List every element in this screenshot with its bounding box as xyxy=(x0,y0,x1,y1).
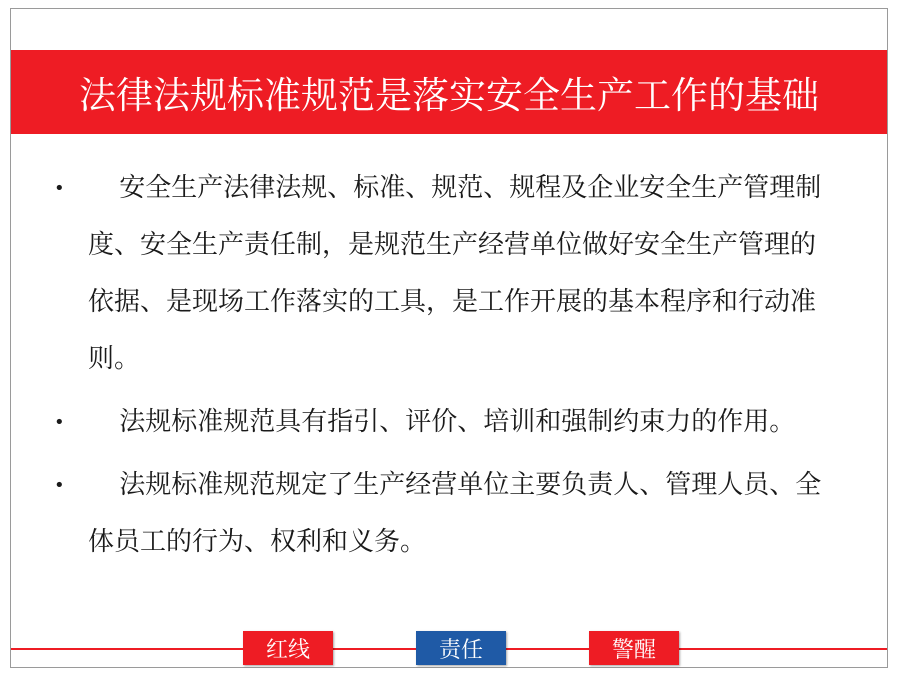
bullet-text: 法规标准规范规定了生产经营单位主要负责人、管理人员、全体员工的行为、权利和义务。 xyxy=(88,470,822,557)
bullet-text: 安全生产法律法规、标准、规范、规程及企业安全生产管理制度、安全生产责任制，是规范生产经营单位做好安全生产管理的依据、是现场工作落实的工具，是工作开展的基本程序和行动准则。 xyxy=(88,173,822,374)
bullet-list xyxy=(40,160,840,571)
bullet-dot-icon: • xyxy=(54,475,65,496)
title-bar xyxy=(11,50,887,134)
bullet-dot-icon: • xyxy=(54,178,65,199)
bullet-dot-icon: • xyxy=(54,412,65,433)
bullet-item xyxy=(40,160,840,388)
bullet-text: 法规标准规范具有指引、评价、培训和强制约束力的作用。 xyxy=(119,407,796,437)
bullet-item xyxy=(40,394,840,451)
footer-tag-responsibility: 责任 xyxy=(416,631,506,665)
slide-title: 法律法规标准规范是落实安全生产工作的基础 xyxy=(79,74,819,117)
bullet-item xyxy=(40,457,840,571)
footer-tag-alert: 警醒 xyxy=(589,631,679,665)
footer-tag-red-line: 红线 xyxy=(243,631,333,665)
